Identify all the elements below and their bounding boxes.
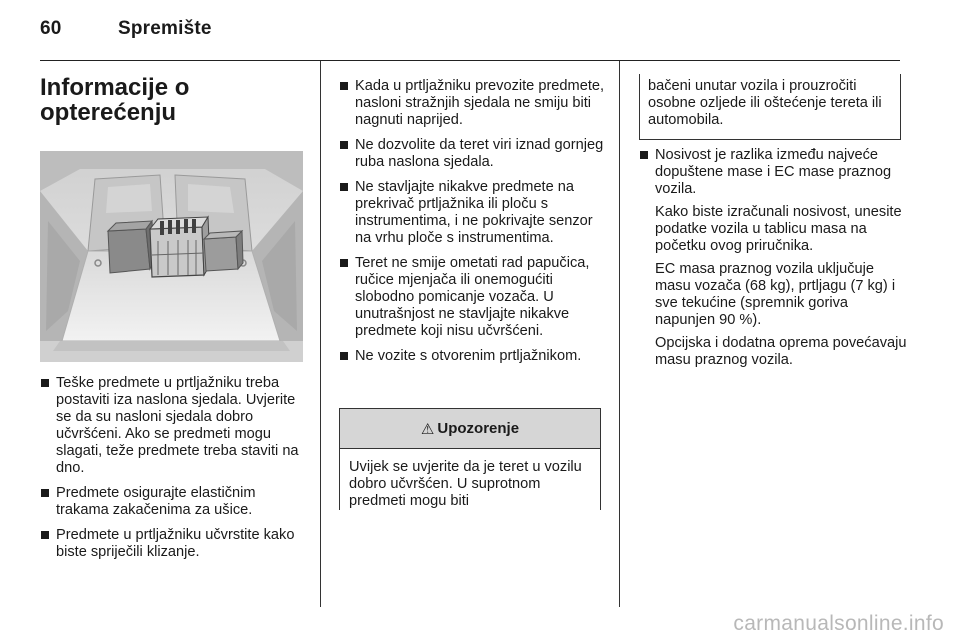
list-item bbox=[40, 485, 308, 519]
bullet-square-icon bbox=[340, 82, 348, 90]
warning-triangle-icon: ⚠ bbox=[420, 420, 435, 438]
bullet-square-icon bbox=[41, 379, 49, 387]
warning-header bbox=[340, 409, 600, 449]
column-divider-2 bbox=[619, 61, 620, 607]
bullet-square-icon bbox=[340, 183, 348, 191]
loading-tips-list-2 bbox=[339, 78, 607, 373]
list-item bbox=[339, 348, 607, 365]
list-item bbox=[339, 137, 607, 171]
page-number: 60 bbox=[40, 18, 62, 39]
payload-info-list bbox=[639, 147, 907, 377]
list-item bbox=[40, 375, 308, 477]
warning-box-continued: bačeni unutar vozila i prouzročiti osobne ozljede ili oštećenje tereta ili automobila. bbox=[639, 74, 901, 140]
bullet-square-icon bbox=[340, 141, 348, 149]
list-item bbox=[339, 179, 607, 247]
list-item bbox=[639, 147, 907, 369]
list-item bbox=[40, 527, 308, 561]
list-item-text: Kada u prtljažniku prevozite predmete, nasloni stražnjih sjedala ne smiju biti nagnuti naprijed. bbox=[355, 78, 605, 128]
list-item-text: Predmete osigurajte elastičnim trakama zakačenima za ušice. bbox=[56, 485, 256, 518]
list-item-text: Ne dozvolite da teret viri iznad gornjeg ruba naslona sjedala. bbox=[355, 137, 604, 170]
bullet-square-icon bbox=[640, 151, 648, 159]
list-item-text: Ne stavljajte nikakve predmete na prekrivač prtljažnika ili ploču s instrumentima, i ne pokrivajte senzor na vrhu ploče s instrumentima. bbox=[355, 179, 593, 246]
warning-title: Upozorenje bbox=[437, 420, 520, 437]
list-item-text: Teret ne smije ometati rad papučica, ručice mjenjača ili onemogućiti slobodno pomicanje vozača. U unutrašnjost ne stavljajte nikakve predmete koji nisu učvršćeni. bbox=[355, 255, 590, 339]
loading-tips-list-1 bbox=[40, 375, 308, 569]
payload-paragraph-equipment: Opcijska i dodatna oprema povećavaju masu praznog vozila. bbox=[655, 335, 907, 368]
list-item-text: Ne vozite s otvorenim prtljažnikom. bbox=[355, 348, 582, 364]
list-item-text: Teške predmete u prtljažniku treba postaviti iza naslona sjedala. Uvjerite se da su nasloni sjedala dobro učvršćeni. Ako se predmeti mogu slagati, teže predmete treba staviti na dno. bbox=[56, 375, 299, 476]
watermark: carmanualsonline.info bbox=[733, 612, 944, 635]
bullet-square-icon bbox=[340, 259, 348, 267]
bullet-square-icon bbox=[340, 352, 348, 360]
list-item-text: Nosivost je razlika između najveće dopuštene mase i EC mase praznog vozila. bbox=[655, 147, 892, 197]
section-title-line-2: opterećenju bbox=[40, 99, 177, 126]
payload-paragraph-ec-mass: EC masa praznog vozila uključuje masu vozača (68 kg), prtljagu (7 kg) i sve tekućine (spremnik goriva napunjen 90 %). bbox=[655, 261, 896, 328]
list-item-text: Predmete u prtljažniku učvrstite kako biste spriječili klizanje. bbox=[56, 527, 295, 560]
warning-box bbox=[339, 408, 601, 510]
column-divider-1 bbox=[320, 61, 321, 607]
list-item bbox=[339, 78, 607, 129]
payload-paragraph-calculation: Kako biste izračunali nosivost, unesite podatke vozila u tablicu masa na početku ovog priručnika. bbox=[655, 204, 902, 254]
list-item bbox=[339, 255, 607, 340]
warning-text: Uvijek se uvjerite da je teret u vozilu dobro učvršćen. U suprotnom predmeti mogu biti bbox=[349, 459, 582, 509]
section-title bbox=[40, 75, 300, 125]
bullet-square-icon bbox=[41, 531, 49, 539]
cargo-area-illustration bbox=[40, 151, 303, 362]
chapter-title: Spremište bbox=[118, 18, 212, 39]
header-divider bbox=[40, 60, 900, 61]
section-title-line-1: Informacije o bbox=[40, 74, 190, 101]
bullet-square-icon bbox=[41, 489, 49, 497]
